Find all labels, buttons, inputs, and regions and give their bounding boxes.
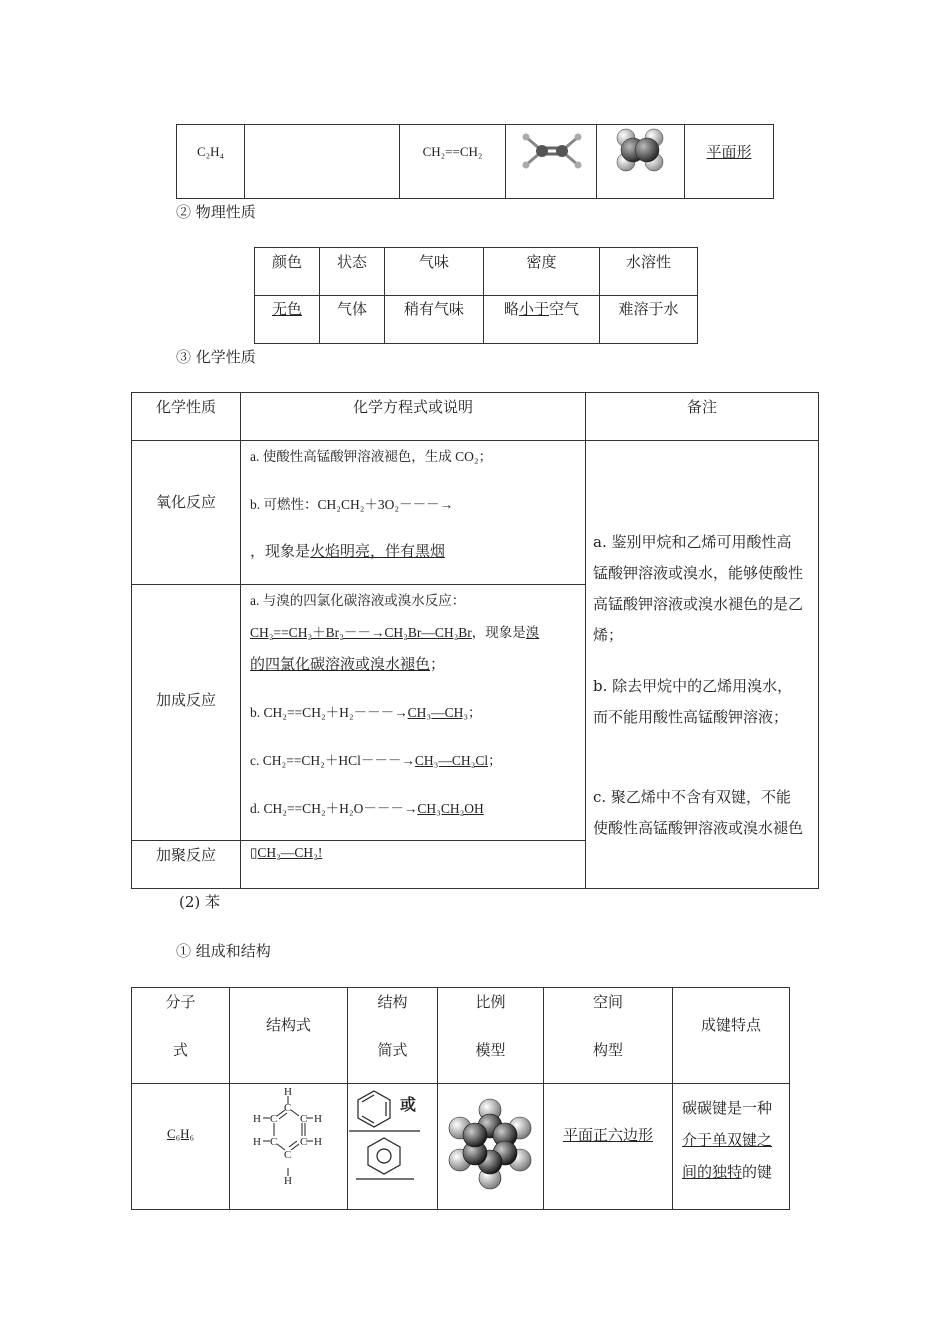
- benzene-heading: (2) 苯: [179, 893, 221, 911]
- water-product: CH₃CH₂OH: [417, 801, 484, 816]
- atom-h: H: [314, 1136, 322, 1148]
- header-structural: 结构式: [265, 1016, 311, 1034]
- oxidation-b-phenomenon: [250, 540, 445, 561]
- bond-line3: [682, 1156, 789, 1188]
- ball-stick-model-icon: [506, 125, 596, 185]
- chem-header: [586, 393, 819, 441]
- hcl-reactants: c. CH₂==CH₂＋HCl－－－→: [250, 753, 415, 768]
- header-odor: 气味: [418, 253, 449, 271]
- addition-a-phenomenon: [250, 653, 445, 674]
- value-solubility: 难溶于水: [618, 300, 679, 318]
- benzene-header-model: [438, 988, 544, 1084]
- header-line1: 空间: [592, 993, 623, 1011]
- benzene-formula: C₆H₆: [166, 1126, 195, 1141]
- header-property: 化学性质: [155, 398, 216, 416]
- value-density: [484, 298, 599, 319]
- physical-value: [255, 296, 320, 344]
- ethylene-ballstick-cell: [506, 125, 597, 199]
- header-line2: 模型: [475, 1041, 506, 1059]
- atom-h: H: [314, 1113, 322, 1125]
- header-density: 密度: [526, 253, 557, 271]
- oxidation-label: 氧化反应: [155, 493, 216, 511]
- hydrogen-product: CH₃—CH₃: [407, 705, 469, 720]
- benzene-header-structural: [230, 988, 348, 1084]
- atom-c: C: [270, 1113, 278, 1125]
- remark-c: c. 聚乙烯中不含有双键，不能使酸性高锰酸钾溶液或溴水褪色: [593, 788, 804, 837]
- ethylene-spacefill-cell: [597, 125, 685, 199]
- bond-feature: [682, 1092, 789, 1188]
- atom-c: C: [284, 1149, 292, 1161]
- benzene-header-shape: [544, 988, 673, 1084]
- header-line1: 结构: [377, 993, 408, 1011]
- hydrogen-end: ；: [468, 705, 482, 720]
- header-line2: 构型: [592, 1041, 623, 1059]
- header-line1: 比例: [475, 993, 506, 1011]
- or-label: 或: [400, 1095, 417, 1114]
- phenomenon-start: 溴: [525, 625, 540, 640]
- hcl-end: ；: [488, 753, 502, 768]
- polymerization-equation: ▯CH₂—CH₂!: [250, 845, 323, 860]
- benzene-formula-cell: [132, 1084, 230, 1210]
- addition-c: [250, 749, 502, 769]
- phenomenon-rest: 的四氯化碳溶液或溴水褪色: [250, 655, 431, 673]
- ethylene-simple-cell: [400, 125, 506, 199]
- density-suffix: 空气: [549, 300, 580, 318]
- density-prefix: 略: [503, 300, 519, 318]
- physical-value: [600, 296, 698, 344]
- physical-value: [385, 296, 484, 344]
- remark-b: b. 除去甲烷中的乙烯用溴水，而不能用酸性高锰酸钾溶液；: [593, 677, 793, 726]
- physical-value: [484, 296, 600, 344]
- value-odor: 稍有气味: [403, 300, 464, 318]
- addition-b: [250, 701, 482, 721]
- oxidation-cell: [132, 441, 241, 585]
- hydrogen-reactants: b. CH₂==CH₂＋H₂－－－→: [250, 705, 408, 720]
- header-bond: 成键特点: [700, 1016, 761, 1034]
- atom-h: H: [253, 1136, 261, 1148]
- physical-table: [254, 247, 698, 344]
- addition-d: [250, 797, 484, 817]
- addition-a: a. 与溴的四氯化碳溶液或溴水反应：: [250, 593, 466, 608]
- value-color: 无色: [271, 300, 302, 318]
- atom-c: C: [300, 1113, 308, 1125]
- physical-header: [320, 248, 385, 296]
- atom-h: H: [253, 1113, 261, 1125]
- benzene-header-bond: [673, 988, 790, 1084]
- benzene-simple-cell: [348, 1084, 438, 1210]
- oxidation-b: b. 可燃性：CH₂CH₂＋3O₂－－－→: [250, 497, 454, 512]
- chem-header: [241, 393, 586, 441]
- space-filling-model-icon: [597, 125, 684, 175]
- phenomenon-prefix: ，现象是: [250, 542, 311, 560]
- addition-cell: [132, 585, 241, 841]
- bond-line2: 介于单双键之: [682, 1131, 773, 1149]
- benzene-bond-cell: [673, 1084, 790, 1210]
- bond-line1: 碳碳键是一种: [682, 1099, 773, 1117]
- oxidation-equations: [241, 441, 586, 585]
- polymerization-equation-cell: [241, 841, 586, 889]
- atom-h: H: [284, 1175, 292, 1186]
- chemical-table: [131, 392, 819, 889]
- ethylene-shape: 平面形: [706, 143, 752, 161]
- header-color: 颜色: [271, 253, 302, 271]
- atom-c: C: [300, 1136, 308, 1148]
- value-state: 气体: [336, 300, 367, 318]
- phenomenon-prefix: ，现象是: [471, 625, 526, 640]
- physical-header: [385, 248, 484, 296]
- remark-a: a. 鉴别甲烷和乙烯可用酸性高锰酸钾溶液或溴水，能够使酸性高锰酸钾溶液或溴水褪色的是乙烯；: [593, 533, 804, 644]
- bromine-equation: CH₂==CH₂＋Br₂－－→CH₂Br—CH₂Br: [250, 625, 472, 640]
- polymerization-cell: [132, 841, 241, 889]
- physical-heading: ② 物理性质: [176, 203, 256, 221]
- benzene-structural-formula-icon: [230, 1086, 347, 1186]
- header-line2: 简式: [377, 1041, 408, 1059]
- header-line2: 式: [172, 1041, 188, 1059]
- header-line1: 分子: [165, 993, 196, 1011]
- density-underlined: 小于: [518, 300, 549, 318]
- ethylene-formula: C₂H₄: [196, 144, 225, 159]
- ethylene-formula-cell: [177, 125, 245, 199]
- addition-a-equation: [250, 621, 539, 641]
- phenomenon-text: 火焰明亮，伴有黑烟: [310, 542, 446, 560]
- header-solubility: 水溶性: [625, 253, 671, 271]
- hcl-product: CH₃—CH₂Cl: [414, 753, 489, 768]
- chem-header: [132, 393, 241, 441]
- benzene-table: [131, 987, 790, 1210]
- addition-equations: [241, 585, 586, 841]
- bond-line3-underlined: 间的独特: [682, 1163, 743, 1181]
- oxidation-a: a. 使酸性高锰酸钾溶液褪色，生成 CO₂；: [250, 449, 493, 464]
- chemical-heading: ③ 化学性质: [176, 348, 256, 366]
- ethylene-table: [176, 124, 774, 199]
- physical-header: [484, 248, 600, 296]
- physical-header: [600, 248, 698, 296]
- atom-h: H: [284, 1086, 292, 1098]
- benzene-space-filling-icon: [438, 1096, 543, 1196]
- addition-label: 加成反应: [155, 691, 216, 709]
- atom-c: C: [284, 1102, 292, 1114]
- benzene-subheading: ① 组成和结构: [176, 942, 271, 960]
- benzene-kekule-icon: [348, 1084, 437, 1204]
- header-remark: 备注: [686, 398, 717, 416]
- benzene-structural-cell: [230, 1084, 348, 1210]
- polymerization-label: 加聚反应: [155, 846, 216, 864]
- phenomenon-end: ；: [430, 655, 446, 673]
- benzene-model-cell: [438, 1084, 544, 1210]
- physical-header: [255, 248, 320, 296]
- benzene-header-formula: [132, 988, 230, 1084]
- header-state: 状态: [336, 253, 367, 271]
- remarks-cell: [586, 441, 819, 889]
- header-equation: 化学方程式或说明: [352, 398, 473, 416]
- water-reactants: d. CH₂==CH₂＋H₂O－－－→: [250, 801, 418, 816]
- benzene-shape: 平面正六边形: [562, 1126, 653, 1144]
- physical-value: [320, 296, 385, 344]
- ethylene-structural-cell: [245, 125, 400, 199]
- atom-c: C: [270, 1136, 278, 1148]
- ethylene-shape-cell: [685, 125, 774, 199]
- bond-line3-end: 的键: [742, 1163, 773, 1181]
- ethylene-simple-formula: CH₂==CH₂: [422, 144, 483, 159]
- benzene-shape-cell: [544, 1084, 673, 1210]
- benzene-header-simple: [348, 988, 438, 1084]
